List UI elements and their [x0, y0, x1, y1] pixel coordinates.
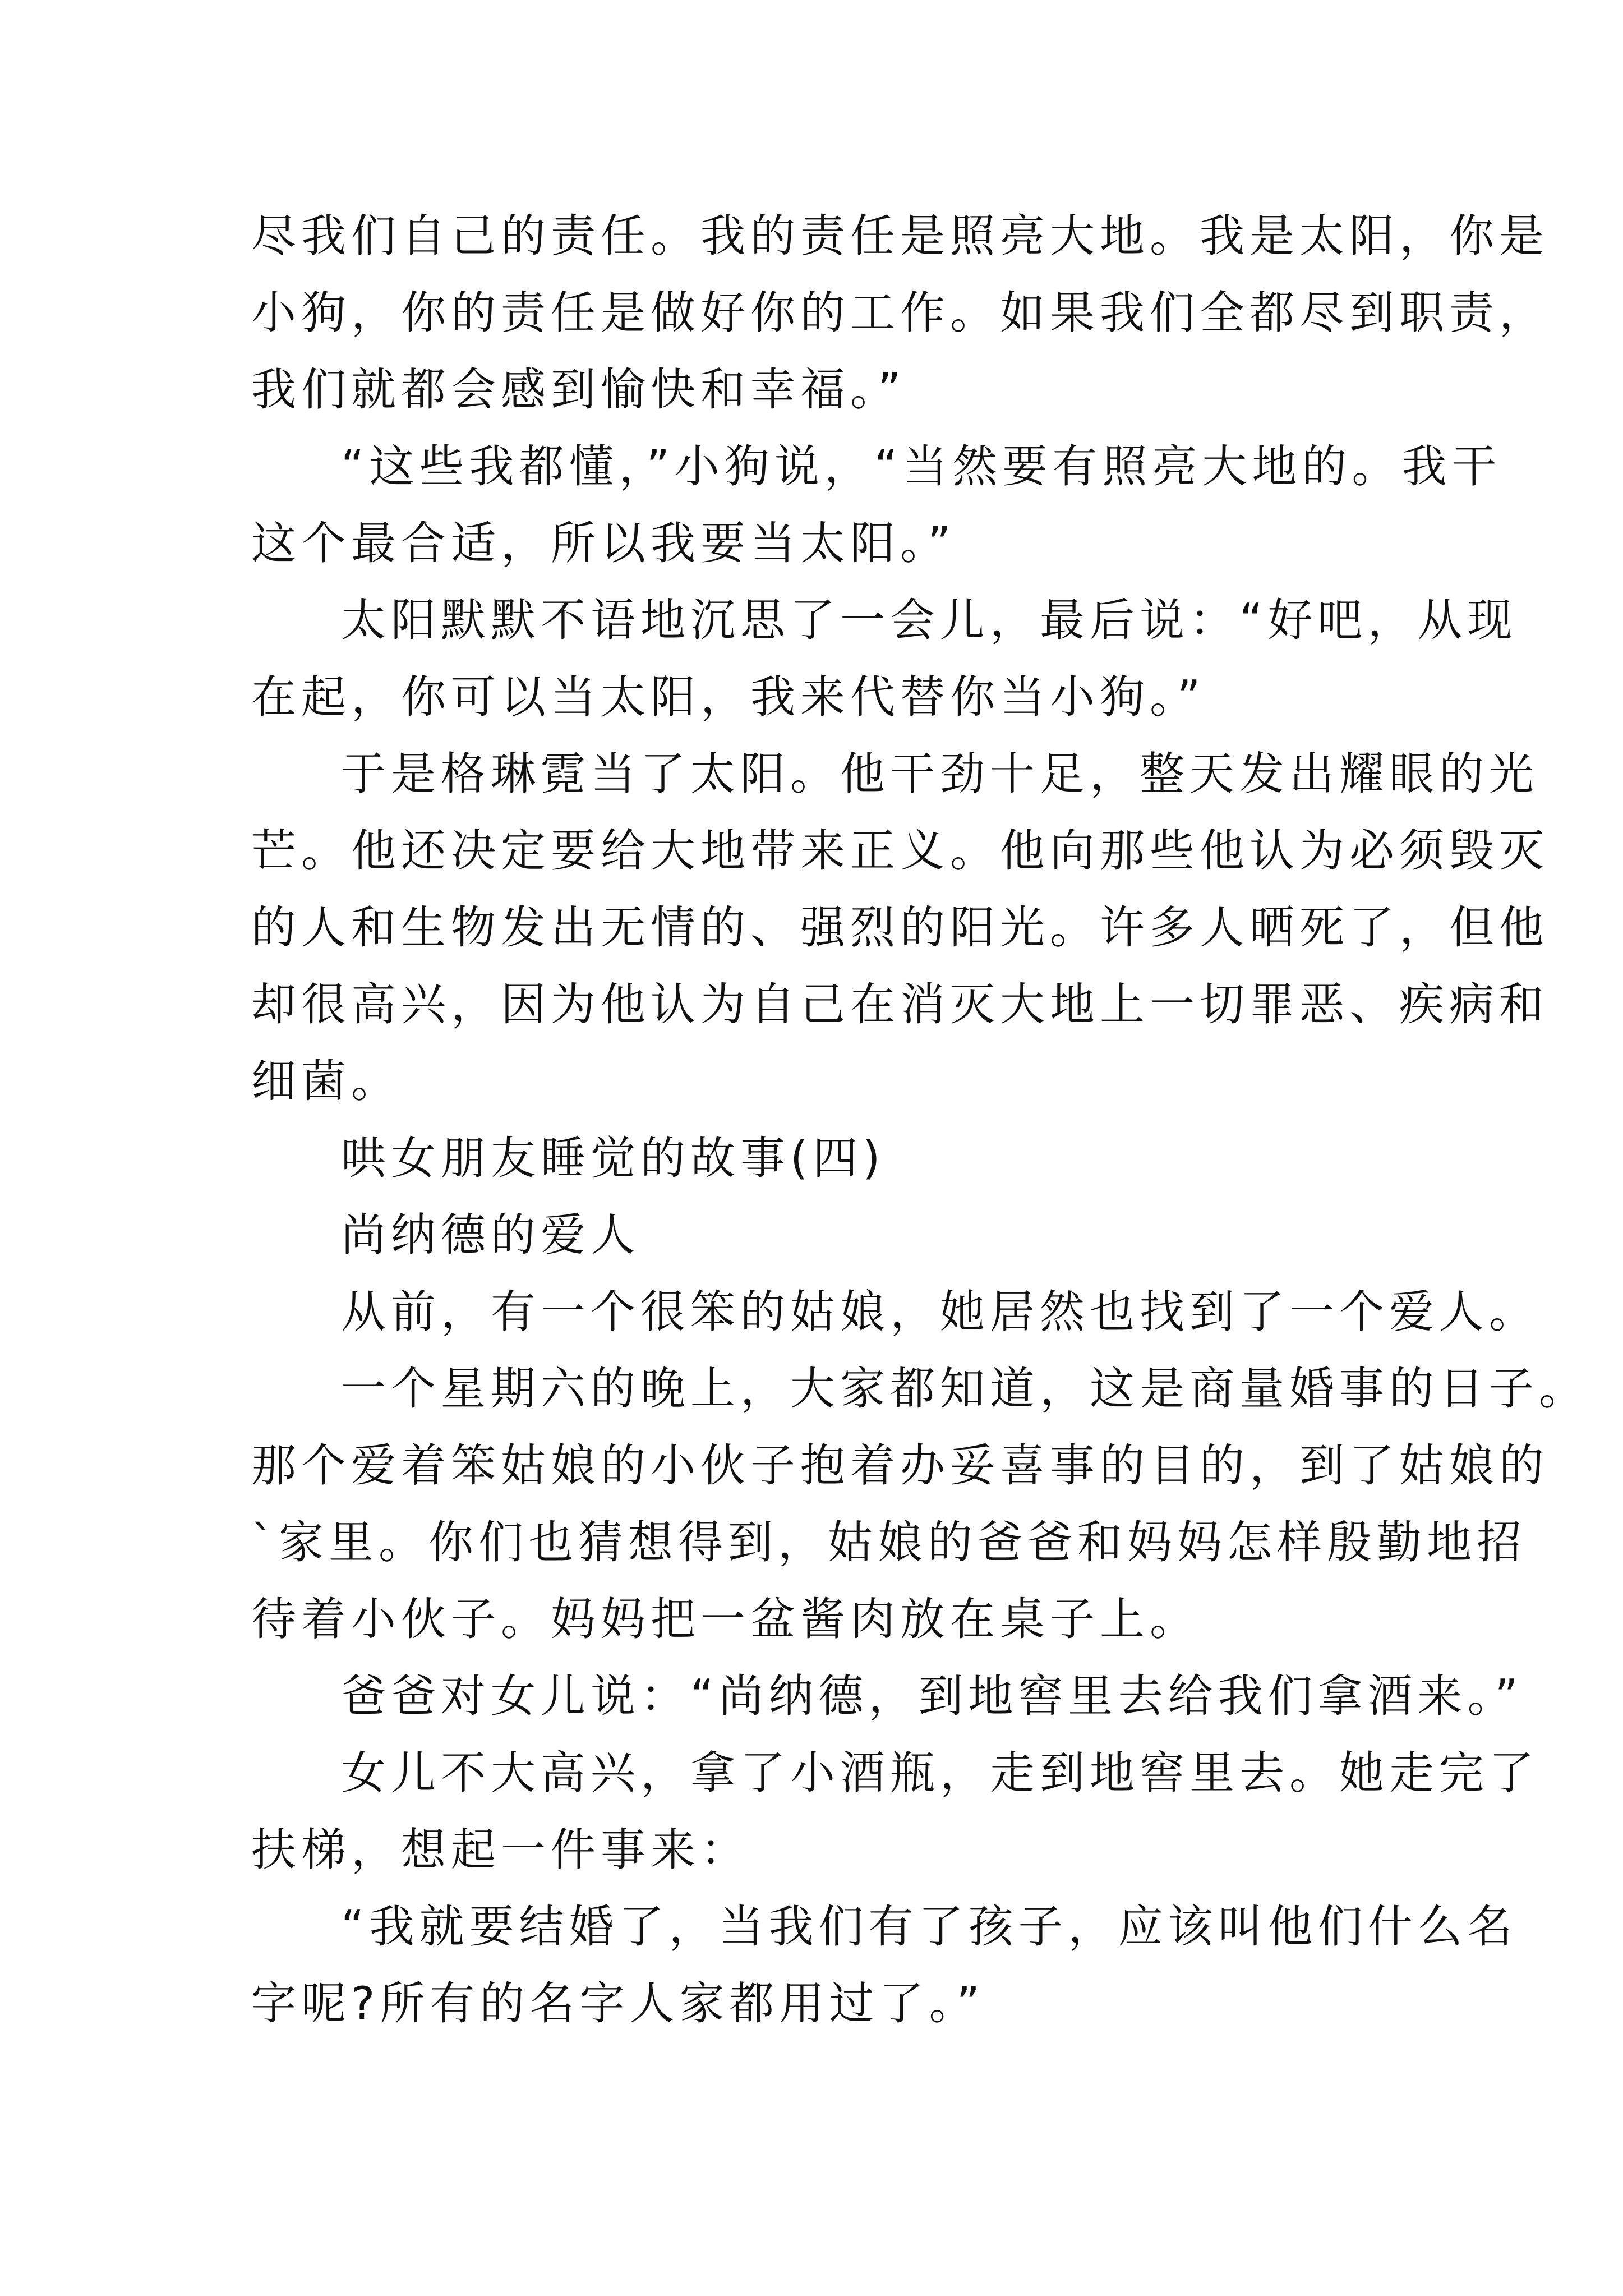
text-line: “我就要结婚了，当我们有了孩子，应该叫他们什么名 — [341, 1901, 1518, 1953]
text-line: 字呢?所有的名字人家都用过了。” — [251, 1977, 985, 2030]
text-line: 却很高兴，因为他认为自己在消灭大地上一切罪恶、疾病和 — [251, 978, 1549, 1030]
story-title: 尚纳德的爱人 — [341, 1209, 640, 1261]
text-line: 待着小伙子。妈妈把一盆酱肉放在桌子上。 — [251, 1593, 1200, 1645]
text-line: 女儿不大高兴，拿了小酒瓶，走到地窖里去。她走完了 — [341, 1747, 1539, 1799]
document-body — [251, 197, 1589, 2042]
text-line: 芒。他还决定要给大地带来正义。他向那些他认为必须毁灭 — [251, 825, 1549, 877]
text-line: `家里。你们也猜想得到，姑娘的爸爸和妈妈怎样殷勤地招 — [251, 1516, 1527, 1568]
text-line: 我们就都会感到愉快和幸福。” — [251, 364, 906, 416]
text-line: 爸爸对女儿说：“尚纳德，到地窖里去给我们拿酒来。” — [341, 1670, 1523, 1722]
text-line: 于是格琳霓当了太阳。他干劲十足，整天发出耀眼的光 — [341, 748, 1539, 800]
text-line: 尽我们自己的责任。我的责任是照亮大地。我是太阳，你是 — [251, 210, 1549, 262]
text-line: 一个星期六的晚上，大家都知道，这是商量婚事的日子。 — [341, 1363, 1589, 1415]
text-line: 这个最合适，所以我要当太阳。” — [251, 517, 956, 569]
text-line: 在起，你可以当太阳，我来代替你当小狗。” — [251, 671, 1206, 723]
text-line: 扶梯，想起一件事来： — [251, 1824, 750, 1876]
text-line: 太阳默默不语地沉思了一会儿，最后说：“好吧，从现 — [341, 594, 1518, 646]
section-heading: 哄女朋友睡觉的故事(四) — [341, 1132, 886, 1184]
text-line: 小狗，你的责任是做好你的工作。如果我们全都尽到职责， — [251, 287, 1549, 339]
text-line: “这些我都懂，”小狗说，“当然要有照亮大地的。我干 — [341, 440, 1502, 493]
text-line: 的人和生物发出无情的、强烈的阳光。许多人晒死了，但他 — [251, 901, 1549, 954]
text-line: 细菌。 — [251, 1055, 401, 1107]
text-line: 那个爱着笨姑娘的小伙子抱着办妥喜事的目的，到了姑娘的 — [251, 1439, 1549, 1492]
text-line: 从前，有一个很笨的姑娘，她居然也找到了一个爱人。 — [341, 1286, 1539, 1338]
